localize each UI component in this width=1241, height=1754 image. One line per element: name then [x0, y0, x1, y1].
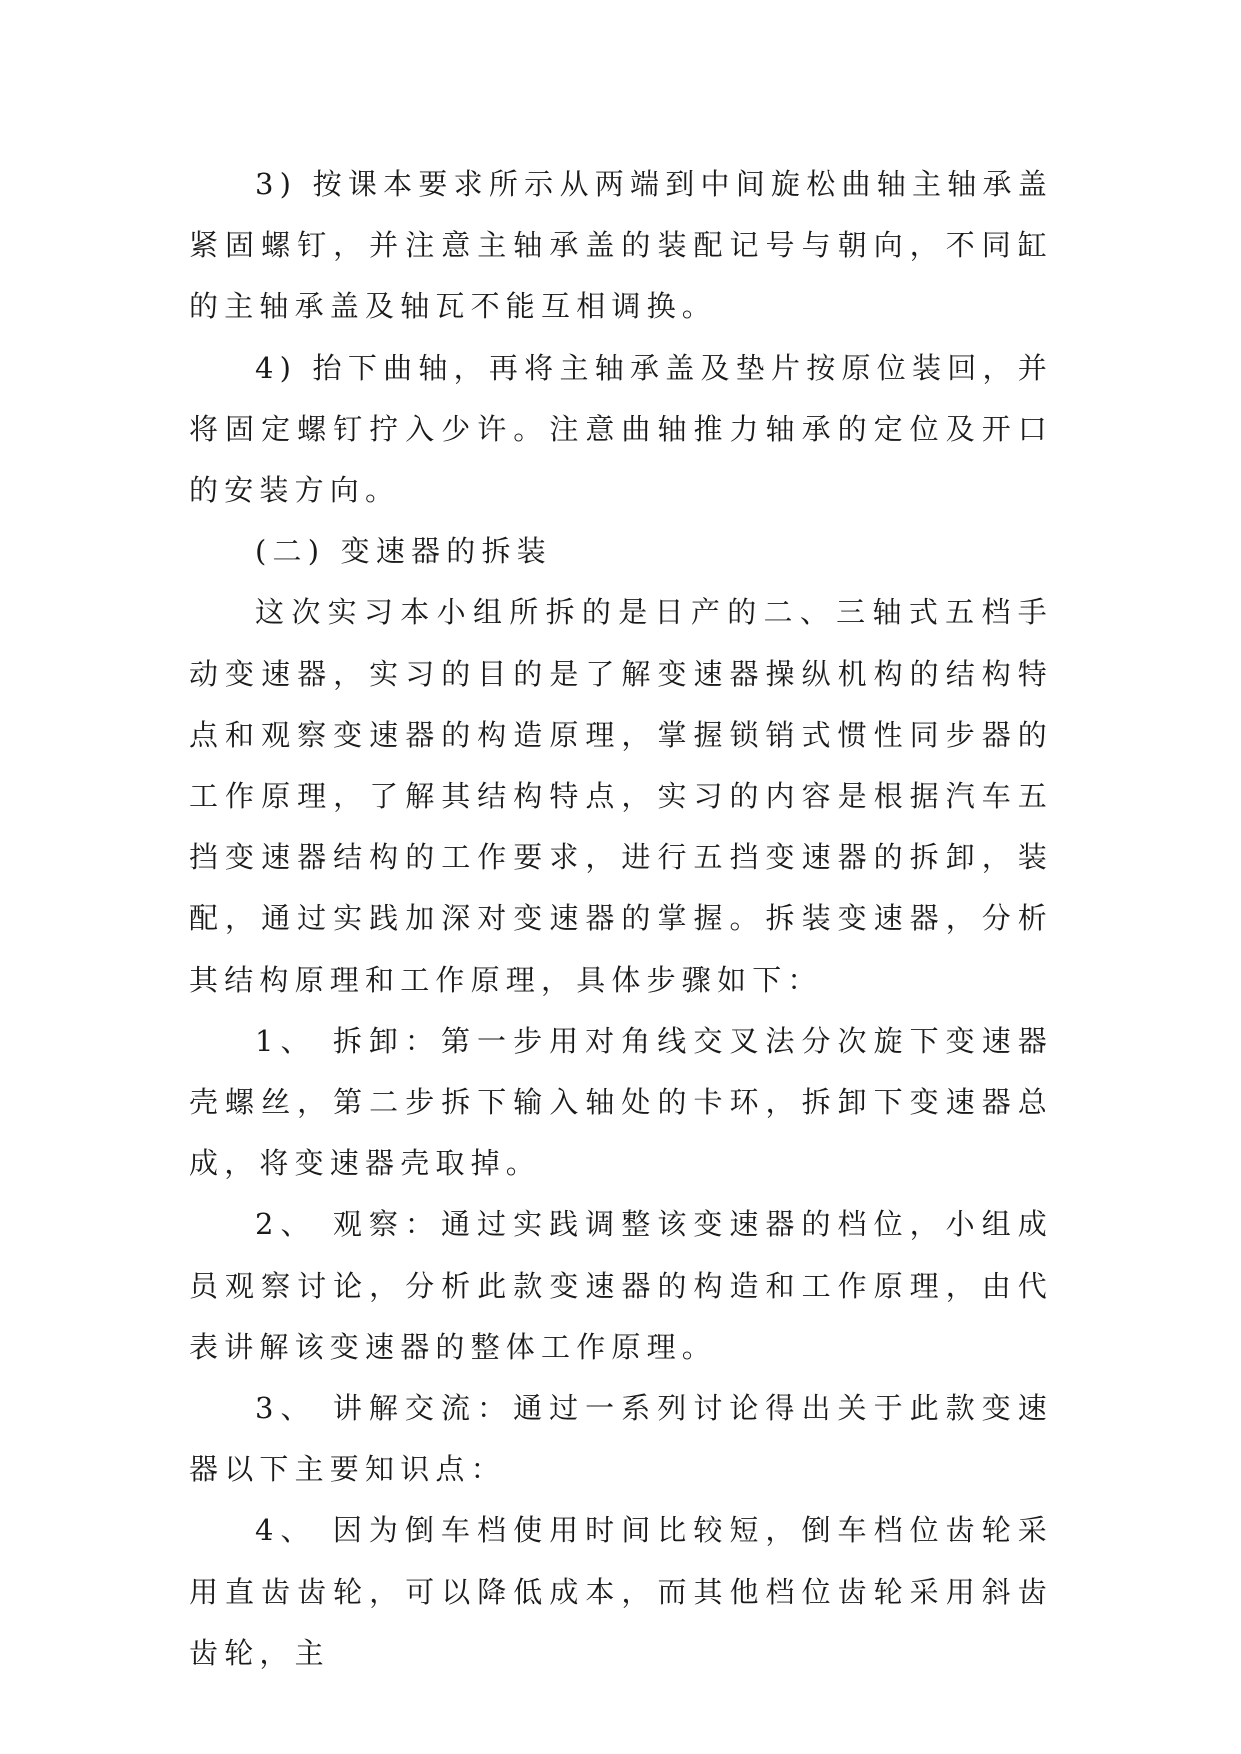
- paragraph-item-4-reverse-gear: 4、 因为倒车档使用时间比较短，倒车档位齿轮采用直齿齿轮，可以降低成本，而其他档位齿轮采用斜齿齿轮，主: [189, 1513, 1053, 1670]
- paragraph-item-1-disassembly: 1、 拆卸：第一步用对角线交叉法分次旋下变速器壳螺丝，第二步拆下输入轴处的卡环，拆卸下变速器总成，将变速器壳取掉。: [189, 1023, 1053, 1181]
- paragraph-item-2-observation: 2、 观察：通过实践调整该变速器的档位，小组成员观察讨论，分析此款变速器的构造和工作原理，由代表讲解该变速器的整体工作原理。: [189, 1207, 1053, 1364]
- paragraph-step-3-loosen-bolts: 3) 按课本要求所示从两端到中间旋松曲轴主轴承盖紧固螺钉，并注意主轴承盖的装配记号与朝向，不同缸的主轴承盖及轴瓦不能互相调换。: [189, 167, 1053, 324]
- document-body: [189, 154, 1053, 1684]
- paragraph-step-4-lift-crankshaft: 4) 抬下曲轴，再将主轴承盖及垫片按原位装回，并将固定螺钉拧入少许。注意曲轴推力轴承的定位及开口的安装方向。: [189, 350, 1053, 508]
- paragraph-item-3-discussion: 3、 讲解交流：通过一系列讨论得出关于此款变速器以下主要知识点：: [189, 1391, 1053, 1487]
- paragraph-transmission-intro: 这次实习本小组所拆的是日产的二、三轴式五档手动变速器，实习的目的是了解变速器操纵机构的结构特点和观察变速器的构造原理，掌握锁销式惯性同步器的工作原理，了解其结构特点，实习的内容是根据汽车五挡变速器结构的工作要求，进行五挡变速器的拆卸，装配，通过实践加深对变速器的掌握。拆装变速器，分析其结构原理和工作原理，具体步骤如下：: [189, 595, 1053, 997]
- section-heading-transmission: (二) 变速器的拆装: [255, 534, 552, 569]
